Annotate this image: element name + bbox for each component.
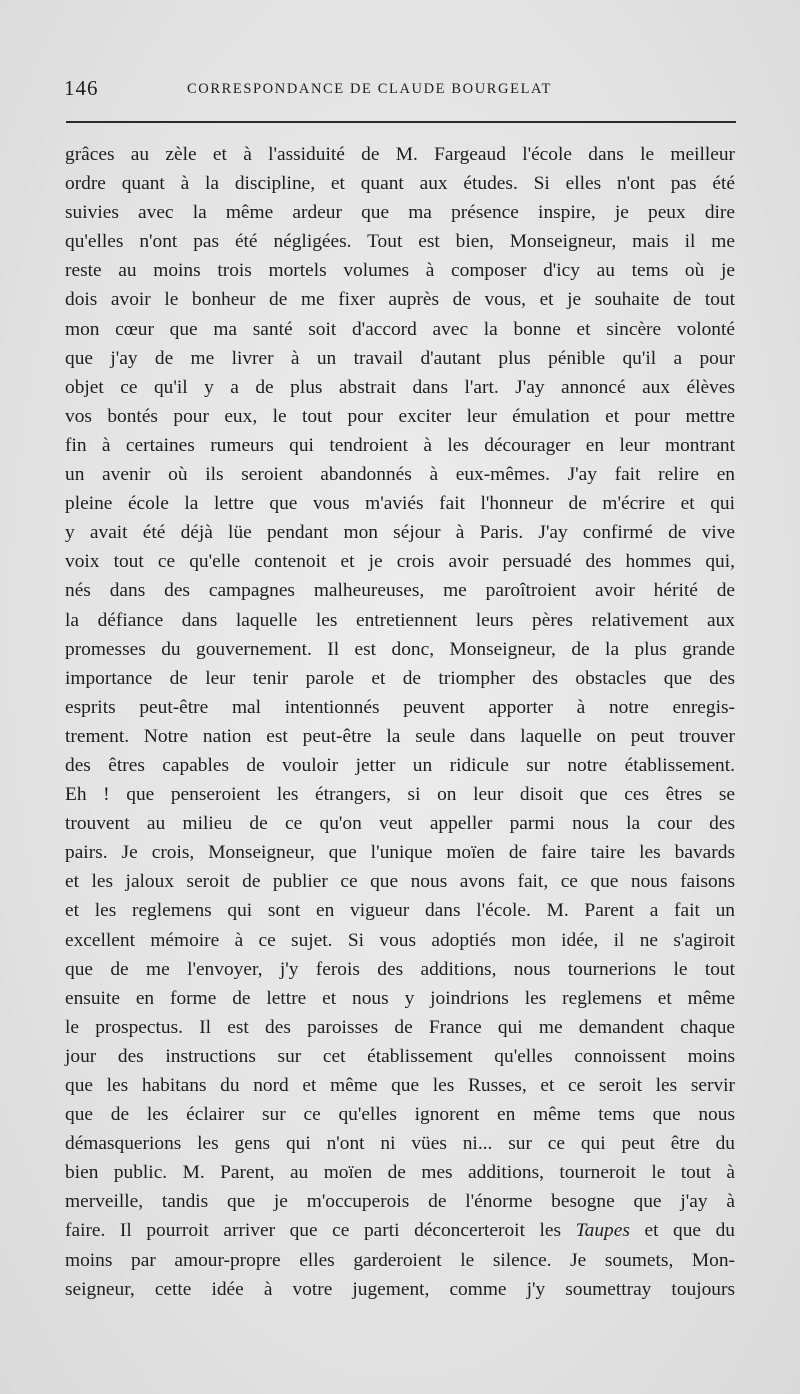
text-line: que de les éclairer sur ce qu'elles ignorent en même tems que nous (65, 1104, 735, 1126)
text-line: trouvent au milieu de ce qu'on veut appeller parmi nous la cour des (65, 813, 735, 835)
text-line: et les jaloux seroit de publier ce que nous avons fait, ce que nous faisons (65, 871, 735, 893)
text-line: que de me l'envoyer, j'y ferois des additions, nous tournerions le tout (65, 958, 735, 980)
text-line: dois avoir le bonheur de me fixer auprès de vous, et je souhaite de tout (65, 289, 735, 311)
body-text (65, 140, 735, 1304)
text-segment: et que du (644, 1220, 735, 1242)
text-line: seigneur, cette idée à votre jugement, comme j'y soumettray toujours (65, 1278, 735, 1300)
text-line: démasquerions les gens qui n'ont ni vües ni... sur ce qui peut être du (65, 1133, 735, 1155)
text-line: reste au moins trois mortels volumes à composer d'icy au tems où je (65, 260, 735, 282)
text-line: la défiance dans laquelle les entretiennent leurs pères relativement aux (65, 609, 735, 631)
text-line: moins par amour-propre elles garderoient le silence. Je soumets, Mon- (65, 1249, 735, 1271)
text-line: voix tout ce qu'elle contenoit et je crois avoir persuadé des hommes qui, (65, 551, 735, 573)
text-line: le prospectus. Il est des paroisses de France qui me demandent chaque (65, 1016, 735, 1038)
page-number: 146 (64, 76, 99, 100)
page-header (64, 76, 736, 104)
text-line: ordre quant à la discipline, et quant aux études. Si elles n'ont pas été (65, 173, 735, 195)
text-line: grâces au zèle et à l'assiduité de M. Fargeaud l'école dans le meilleur (65, 144, 735, 165)
text-line: ensuite en forme de lettre et nous y joindrions les reglemens et même (65, 987, 735, 1009)
text-line: esprits peut-être mal intentionnés peuvent apporter à notre enregis- (65, 696, 735, 718)
text-line: que les habitans du nord et même que les Russes, et ce seroit les servir (65, 1075, 735, 1096)
text-line: fin à certaines rumeurs qui tendroient à les décourager en leur montrant (65, 434, 735, 456)
text-line: bien public. M. Parent, au moïen de mes additions, tourneroit le tout à (65, 1162, 735, 1184)
text-line: promesses du gouvernement. Il est donc, Monseigneur, de la plus grande (65, 638, 735, 660)
text-line: jour des instructions sur cet établissement qu'elles connoissent moins (65, 1045, 735, 1067)
text-line: nés dans des campagnes malheureuses, me paroîtroient avoir hérité de (65, 580, 735, 602)
text-line: un avenir où ils seroient abandonnés à eux-mêmes. J'ay fait relire en (65, 464, 735, 486)
text-line: et les reglemens qui sont en vigueur dans l'école. M. Parent a fait un (65, 900, 735, 922)
text-line: y avait été déjà lüe pendant mon séjour à Paris. J'ay confirmé de vive (65, 522, 735, 544)
text-line: excellent mémoire à ce sujet. Si vous adoptiés mon idée, il ne s'agiroit (65, 929, 735, 951)
text-line: mon cœur que ma santé soit d'accord avec la bonne et sincère volonté (65, 318, 735, 340)
text-line: merveille, tandis que je m'occuperois de l'énorme besogne que j'ay à (65, 1191, 735, 1213)
text-line: importance de leur tenir parole et de triompher des obstacles que des (65, 667, 735, 689)
text-line: Eh ! que penseroient les étrangers, si on leur disoit que ces êtres se (65, 784, 735, 806)
text-line: pairs. Je crois, Monseigneur, que l'unique moïen de faire taire les bavards (65, 842, 735, 864)
text-line: trement. Notre nation est peut-être la seule dans laquelle on peut trouver (65, 725, 735, 747)
text-line: des êtres capables de vouloir jetter un ridicule sur notre établissement. (65, 754, 735, 776)
text-segment: faire. Il pourroit arriver que ce parti déconcerteroit les (65, 1220, 562, 1242)
text-line: pleine école la lettre que vous m'aviés fait l'honneur de m'écrire et qui (65, 493, 735, 515)
text-line: vos bontés pour eux, le tout pour exciter leur émulation et pour mettre (65, 405, 735, 427)
text-line: objet ce qu'il y a de plus abstrait dans l'art. J'ay annoncé aux élèves (65, 376, 735, 398)
header-rule (66, 121, 736, 123)
running-title: CORRESPONDANCE DE CLAUDE BOURGELAT (187, 81, 552, 97)
text-line: suivies avec la même ardeur que ma présence inspire, je peux dire (65, 202, 735, 224)
text-line: que j'ay de me livrer à un travail d'autant plus pénible qu'il a pour (65, 347, 735, 369)
text-line: qu'elles n'ont pas été négligées. Tout est bien, Monseigneur, mais il me (65, 231, 735, 253)
text-line-with-italic (65, 1216, 735, 1245)
italic-word: Taupes (575, 1220, 630, 1242)
